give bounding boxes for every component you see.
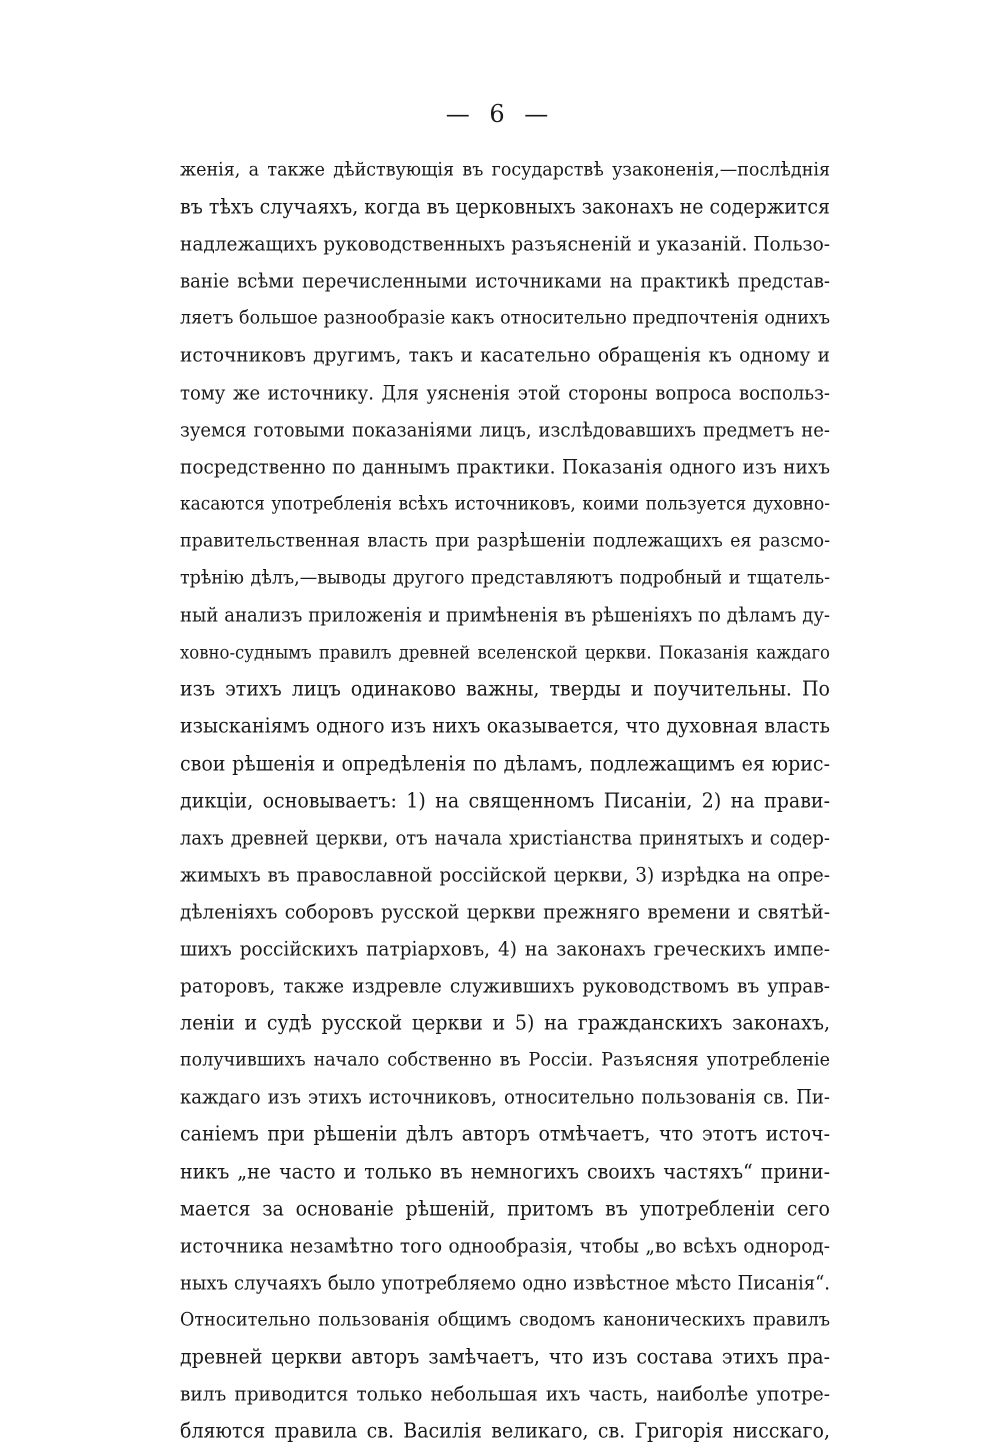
text-line: посредственно по даннымъ практики. Показанія одного изъ нихъ [180, 455, 830, 479]
text-line: мается за основаніе рѣшеній, притомъ въ употребленіи сего [180, 1196, 830, 1221]
text-line: получившихъ начало собственно въ Россіи. Разъясняя употребленіе [180, 1049, 830, 1072]
text-line: древней церкви авторъ замѣчаетъ, что изъ состава этихъ пра- [180, 1345, 830, 1369]
text-line: ный анализъ приложенія и примѣненія въ рѣшеніяхъ по дѣламъ ду- [180, 604, 830, 627]
text-line: жимыхъ въ православной россійской церкви, 3) изрѣдка на опре- [180, 863, 830, 887]
page-number: — 6 — [445, 100, 555, 128]
text-line: источника незамѣтно того однообразія, чтобы „во всѣхъ однород- [180, 1234, 830, 1258]
text-line: шихъ россійскихъ патріарховъ, 4) на законахъ греческихъ импе- [180, 938, 830, 961]
text-line: никъ „не часто и только въ немногихъ своихъ частяхъ“ прини- [180, 1159, 830, 1184]
text-line: ховно-суднымъ правилъ древней вселенской церкви. Показанія каждаго [180, 642, 830, 663]
text-line: ныхъ случаяхъ было употребляемо одно извѣстное мѣсто Писанія“. [180, 1271, 830, 1295]
text-line: саніемъ при рѣшеніи дѣлъ авторъ отмѣчаетъ, что этотъ источ- [180, 1122, 830, 1147]
text-line: зуемся готовыми показаніями лицъ, изслѣдовавшихъ предметъ не- [180, 418, 830, 442]
text-line: въ тѣхъ случаяхъ, когда въ церковныхъ законахъ не содержится [180, 195, 830, 219]
text-line: тому же источнику. Для уясненія этой стороны вопроса воспольз- [180, 381, 830, 405]
text-line: надлежащихъ руководственныхъ разъясненій и указаній. Пользо- [180, 233, 830, 257]
text-line: ваніе всѣми перечисленными источниками на практикѣ представ- [180, 270, 830, 294]
text-line: леніи и судѣ русской церкви и 5) на гражданскихъ законахъ, [180, 1011, 830, 1035]
text-line: раторовъ, также издревле служившихъ руководствомъ въ управ- [180, 975, 830, 998]
text-line: ляетъ большое разнообразіе какъ относительно предпочтенія однихъ [180, 307, 830, 330]
text-line: лахъ древней церкви, отъ начала христіанства принятыхъ и содер- [180, 826, 830, 850]
text-line: источниковъ другимъ, такъ и касательно обращенія къ одному и [180, 344, 830, 368]
text-line: трѣнію дѣлъ,—выводы другого представляютъ подробный и тщатель- [180, 567, 830, 589]
text-line: дѣленіяхъ соборовъ русской церкви прежняго времени и святѣй- [180, 901, 830, 924]
text-line: женія, а также дѣйствующія въ государствѣ узаконенія,—послѣднія [180, 159, 830, 181]
text-line: Относительно пользованія общимъ сводомъ каноническихъ правилъ [180, 1309, 830, 1331]
text-line: свои рѣшенія и опредѣленія по дѣламъ, подлежащимъ ея юрис- [180, 751, 830, 776]
text-line: изысканіямъ одного изъ нихъ оказывается, что духовная власть [180, 714, 830, 739]
text-line: правительственная власть при разрѣшеніи подлежащихъ ея разсмо- [180, 530, 830, 552]
body-text [180, 152, 830, 1450]
text-line: бляются правила св. Василія великаго, св. Григорія нисскаго, [180, 1419, 830, 1444]
text-line: вилъ приводится только небольшая ихъ часть, наиболѣе употре- [180, 1383, 830, 1406]
text-line: касаются употребленія всѣхъ источниковъ, коими пользуется духовно- [180, 493, 830, 515]
text-line: дикціи, основываетъ: 1) на священномъ Писаніи, 2) на прави- [180, 788, 830, 813]
text-line: изъ этихъ лицъ одинаково важны, тверды и поучительны. По [180, 677, 830, 702]
text-line: каждаго изъ этихъ источниковъ, относительно пользованія св. Пи- [180, 1086, 830, 1110]
